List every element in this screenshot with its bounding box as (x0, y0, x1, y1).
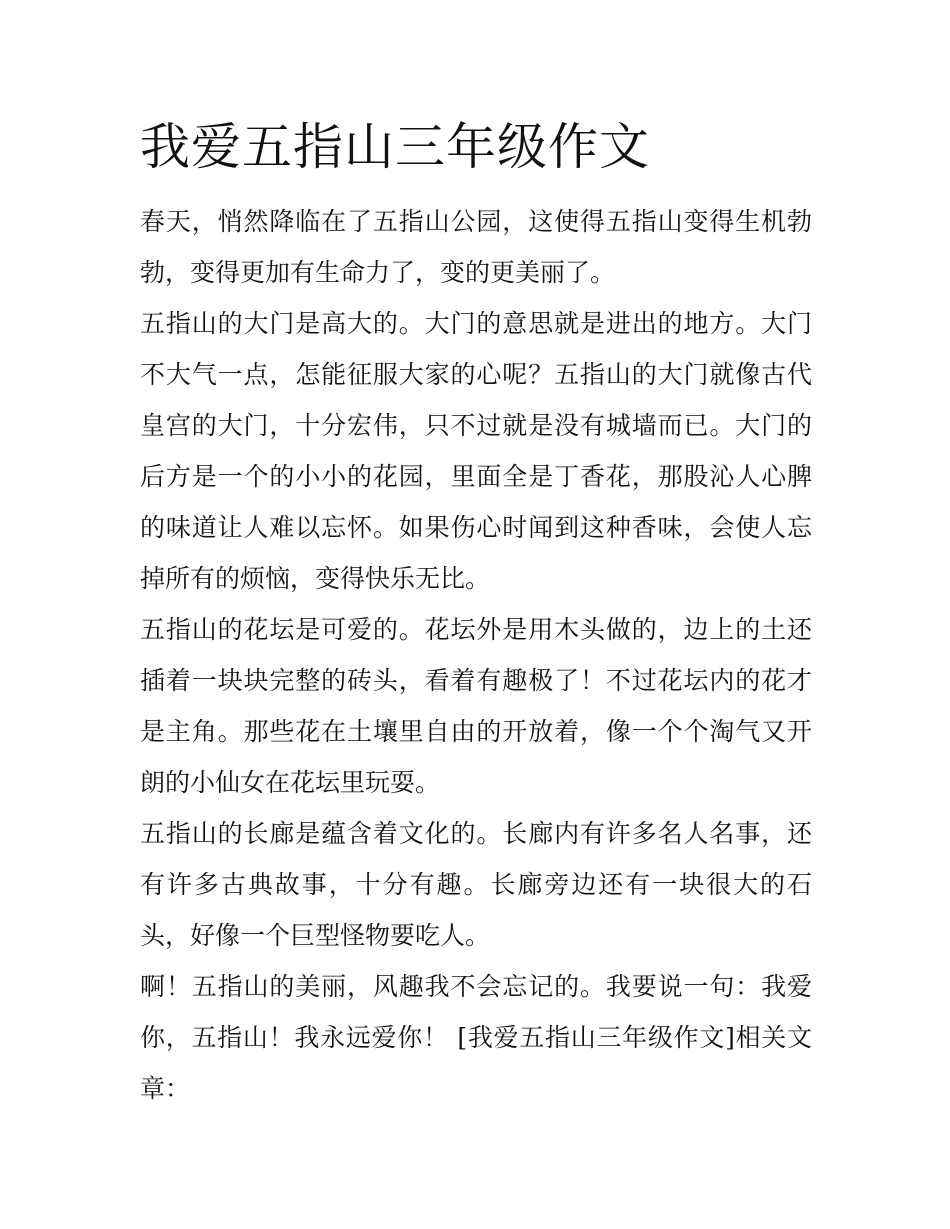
paragraph-conclusion: 啊！五指山的美丽，风趣我不会忘记的。我要说一句：我爱你，五指山！我永远爱你！ [我爱五指山三年级作文]相关文章： (140, 972, 812, 1103)
document-body (140, 196, 812, 1114)
paragraph-flowerbed: 五指山的花坛是可爱的。花坛外是用木头做的，边上的土还插着一块块完整的砖头，看着有趣极了！不过花坛内的花才是主角。那些花在土壤里自由的开放着，像一个个淘气又开朗的小仙女在花坛里玩耍。 (140, 615, 812, 797)
paragraph-gate: 五指山的大门是高大的。大门的意思就是进出的地方。大门不大气一点，怎能征服大家的心呢？五指山的大门就像古代皇宫的大门，十分宏伟，只不过就是没有城墙而已。大门的后方是一个的小小的花园，里面全是丁香花，那股沁人心脾的味道让人难以忘怀。如果伤心时闻到这种香味，会使人忘掉所有的烦恼，变得快乐无比。 (140, 309, 812, 593)
paragraph-spring: 春天，悄然降临在了五指山公园，这使得五指山变得生机勃勃，变得更加有生命力了，变的更美丽了。 (140, 207, 812, 287)
document-title: 我爱五指山三年级作文 (140, 118, 650, 176)
paragraph-corridor: 五指山的长廊是蕴含着文化的。长廊内有许多名人名事，还有许多古典故事，十分有趣。长廊旁边还有一块很大的石头，好像一个巨型怪物要吃人。 (140, 819, 812, 950)
